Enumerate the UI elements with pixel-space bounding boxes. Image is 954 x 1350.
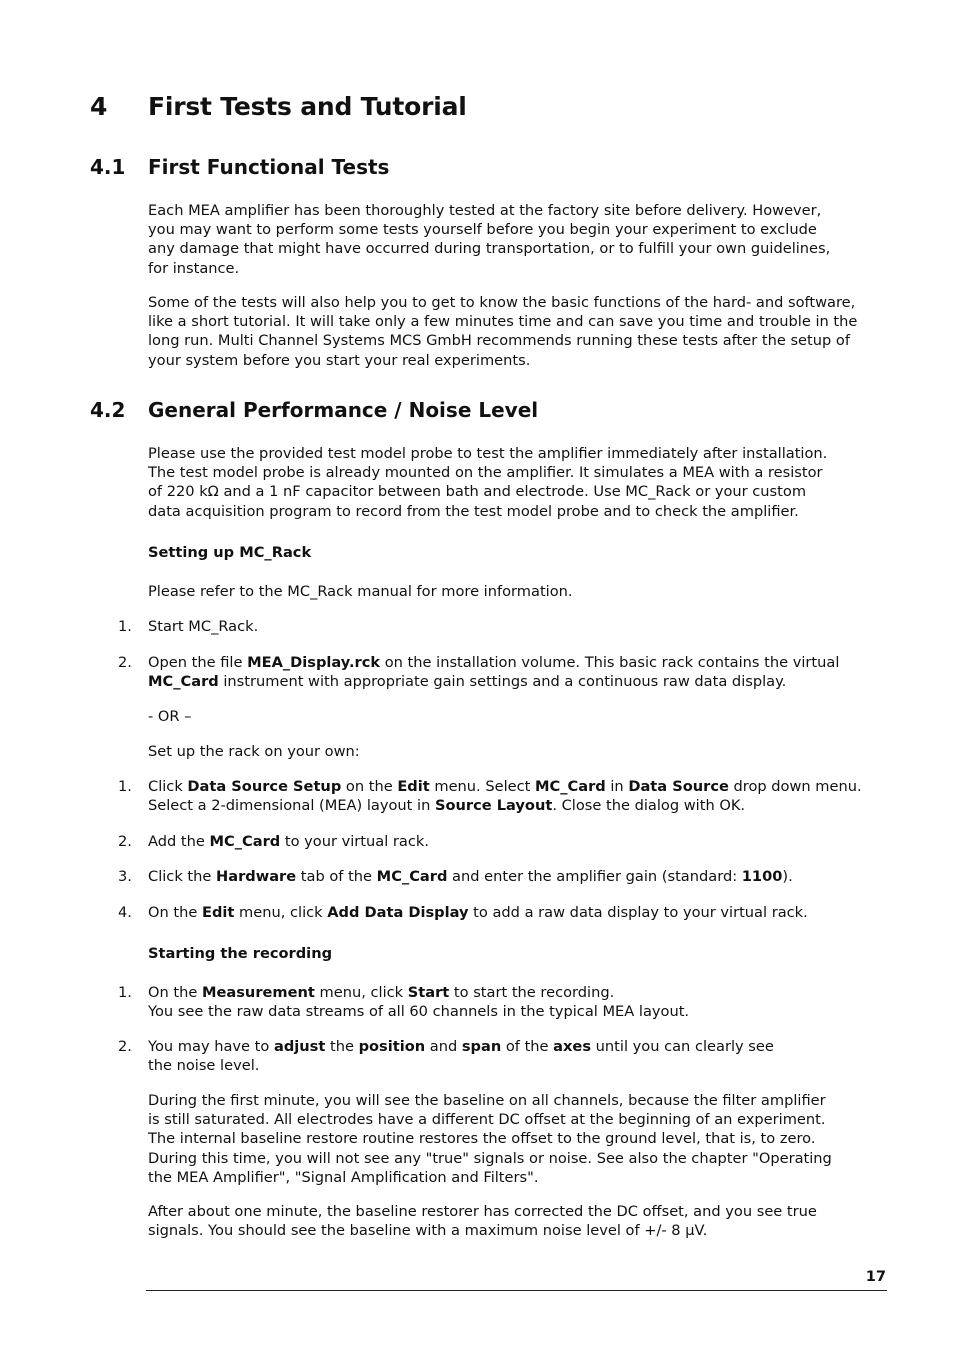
list-number: 1. [118, 618, 132, 635]
text-run: to your virtual rack. [280, 833, 429, 850]
or-separator: - OR – [148, 708, 192, 725]
text-run: on the [341, 778, 398, 795]
ui-term: Edit [201, 904, 235, 921]
text-line: The internal baseline restore routine restores the offset to the ground level, that is, to zero. [148, 1130, 816, 1148]
text-line: the MEA Amplifier", "Signal Amplification and Filters". [148, 1168, 539, 1186]
text-run: the [325, 1038, 359, 1055]
ui-term: Measurement [201, 984, 315, 1001]
paragraph-first-minute [148, 1091, 883, 1187]
ui-term: adjust [273, 1038, 326, 1055]
list-number: 2. [118, 1038, 132, 1055]
text-run: the noise level. [148, 1057, 260, 1075]
section-number: 4.2 [90, 398, 126, 422]
text-run: You may have to [148, 1038, 274, 1055]
text-run: menu. Select [429, 778, 535, 795]
list-number: 1. [118, 984, 132, 1001]
text-run: Select a 2-dimensional (MEA) layout in [148, 797, 435, 815]
text-line: During the first minute, you will see the baseline on all channels, because the filter amplifier [148, 1092, 826, 1109]
list-number: 2. [118, 654, 132, 671]
text-line: Each MEA amplifier has been thoroughly tested at the factory site before delivery. However, [148, 202, 822, 219]
ui-term: Data Source [628, 778, 729, 795]
paragraph-after-minute [148, 1202, 883, 1240]
text-run: on the installation volume. This basic rack contains the virtual [380, 654, 840, 671]
text-run: Open the file [148, 654, 248, 671]
text-run: On the [148, 904, 202, 921]
text-run: to add a raw data display to your virtual rack. [468, 904, 808, 921]
instrument-name: MC_Card [148, 673, 219, 691]
ui-term: axes [553, 1038, 592, 1055]
chapter-number: 4 [90, 92, 108, 121]
section-title: General Performance / Noise Level [148, 398, 539, 422]
paragraph-intro [148, 201, 883, 278]
text-line: any damage that might have occurred during transportation, or to fulfill your own guidelines, [148, 240, 831, 258]
paragraph-tutorial [148, 293, 883, 370]
ui-term: MC_Card [535, 778, 606, 795]
file-name: MEA_Display.rck [247, 654, 381, 671]
text-line: is still saturated. All electrodes have a different DC offset at the beginning of an experiment. [148, 1111, 826, 1129]
text-line: The test model probe is already mounted on the amplifier. It simulates a MEA with a resistor [148, 464, 823, 482]
list-text [148, 1037, 883, 1075]
text-run: menu, click [314, 984, 408, 1001]
text-run: . Close the dialog with OK. [552, 797, 746, 815]
page-number: 17 [865, 1268, 886, 1285]
text-run: drop down menu. [728, 778, 862, 795]
ui-term: Edit [397, 778, 430, 795]
paragraph-test-probe [148, 444, 883, 521]
list-number: 3. [118, 868, 132, 885]
text-run: and [425, 1038, 462, 1055]
text-run: tab of the [296, 868, 377, 885]
text-line: Please use the provided test model probe to test the amplifier immediately after installation. [148, 445, 828, 462]
chapter-title: First Tests and Tutorial [148, 92, 467, 121]
section-number: 4.1 [90, 155, 126, 179]
list-text [148, 832, 883, 851]
text-line: you may want to perform some tests yourself before you begin your experiment to exclude [148, 221, 817, 239]
text-run: Add the [148, 833, 210, 850]
footer-rule [146, 1290, 887, 1291]
section-title: First Functional Tests [148, 155, 390, 179]
ui-term: span [461, 1038, 502, 1055]
text-line: long run. Multi Channel Systems MCS GmbH recommends running these tests after the setup of [148, 332, 850, 350]
text-run: and enter the amplifier gain (standard: [447, 868, 742, 885]
text-run: instrument with appropriate gain settings and a continuous raw data display. [218, 673, 787, 691]
text-line: for instance. [148, 259, 240, 277]
ui-term: Hardware [216, 868, 297, 885]
ui-term: Data Source Setup [187, 778, 342, 795]
paragraph-own-setup: Set up the rack on your own: [148, 743, 360, 760]
text-run: On the [148, 984, 202, 1001]
list-text [148, 867, 883, 886]
paragraph-refer: Please refer to the MC_Rack manual for more information. [148, 583, 573, 600]
text-run: to start the recording. [449, 984, 615, 1001]
ui-term: position [358, 1038, 426, 1055]
list-number: 2. [118, 833, 132, 850]
ui-term: Start [407, 984, 450, 1001]
text-line: After about one minute, the baseline restorer has corrected the DC offset, and you see true [148, 1203, 817, 1220]
ui-term: Source Layout [434, 797, 553, 815]
text-line: Some of the tests will also help you to get to know the basic functions of the hard- and software, [148, 294, 856, 311]
ui-term: 1100 [741, 868, 783, 885]
text-run: ). [782, 868, 793, 885]
list-number: 4. [118, 904, 132, 921]
list-text [148, 653, 883, 691]
text-line: During this time, you will not see any "true" signals or noise. See also the chapter "Operating [148, 1149, 832, 1167]
list-text [148, 777, 883, 815]
text-run: in [605, 778, 629, 795]
list-text [148, 903, 883, 922]
list-text: Start MC_Rack. [148, 618, 259, 635]
text-run: You see the raw data streams of all 60 channels in the typical MEA layout. [148, 1003, 690, 1021]
list-number: 1. [118, 778, 132, 795]
list-text [148, 983, 883, 1021]
text-run: of the [501, 1038, 554, 1055]
ui-term: Add Data Display [327, 904, 469, 921]
text-line: signals. You should see the baseline with a maximum noise level of +/- 8 µV. [148, 1222, 708, 1240]
text-line: your system before you start your real experiments. [148, 351, 531, 369]
text-run: Click the [148, 868, 217, 885]
text-line: data acquisition program to record from the test model probe and to check the amplifier. [148, 502, 799, 520]
subheading-recording: Starting the recording [148, 945, 333, 962]
text-run: menu, click [234, 904, 328, 921]
text-line: of 220 kΩ and a 1 nF capacitor between bath and electrode. Use MC_Rack or your custom [148, 483, 807, 501]
text-line: like a short tutorial. It will take only a few minutes time and can save you time and trouble in the [148, 313, 858, 331]
ui-term: MC_Card [376, 868, 448, 885]
text-run: Click [148, 778, 188, 795]
ui-term: MC_Card [209, 833, 281, 850]
text-run: until you can clearly see [591, 1038, 774, 1055]
subheading-setup: Setting up MC_Rack [148, 544, 312, 561]
